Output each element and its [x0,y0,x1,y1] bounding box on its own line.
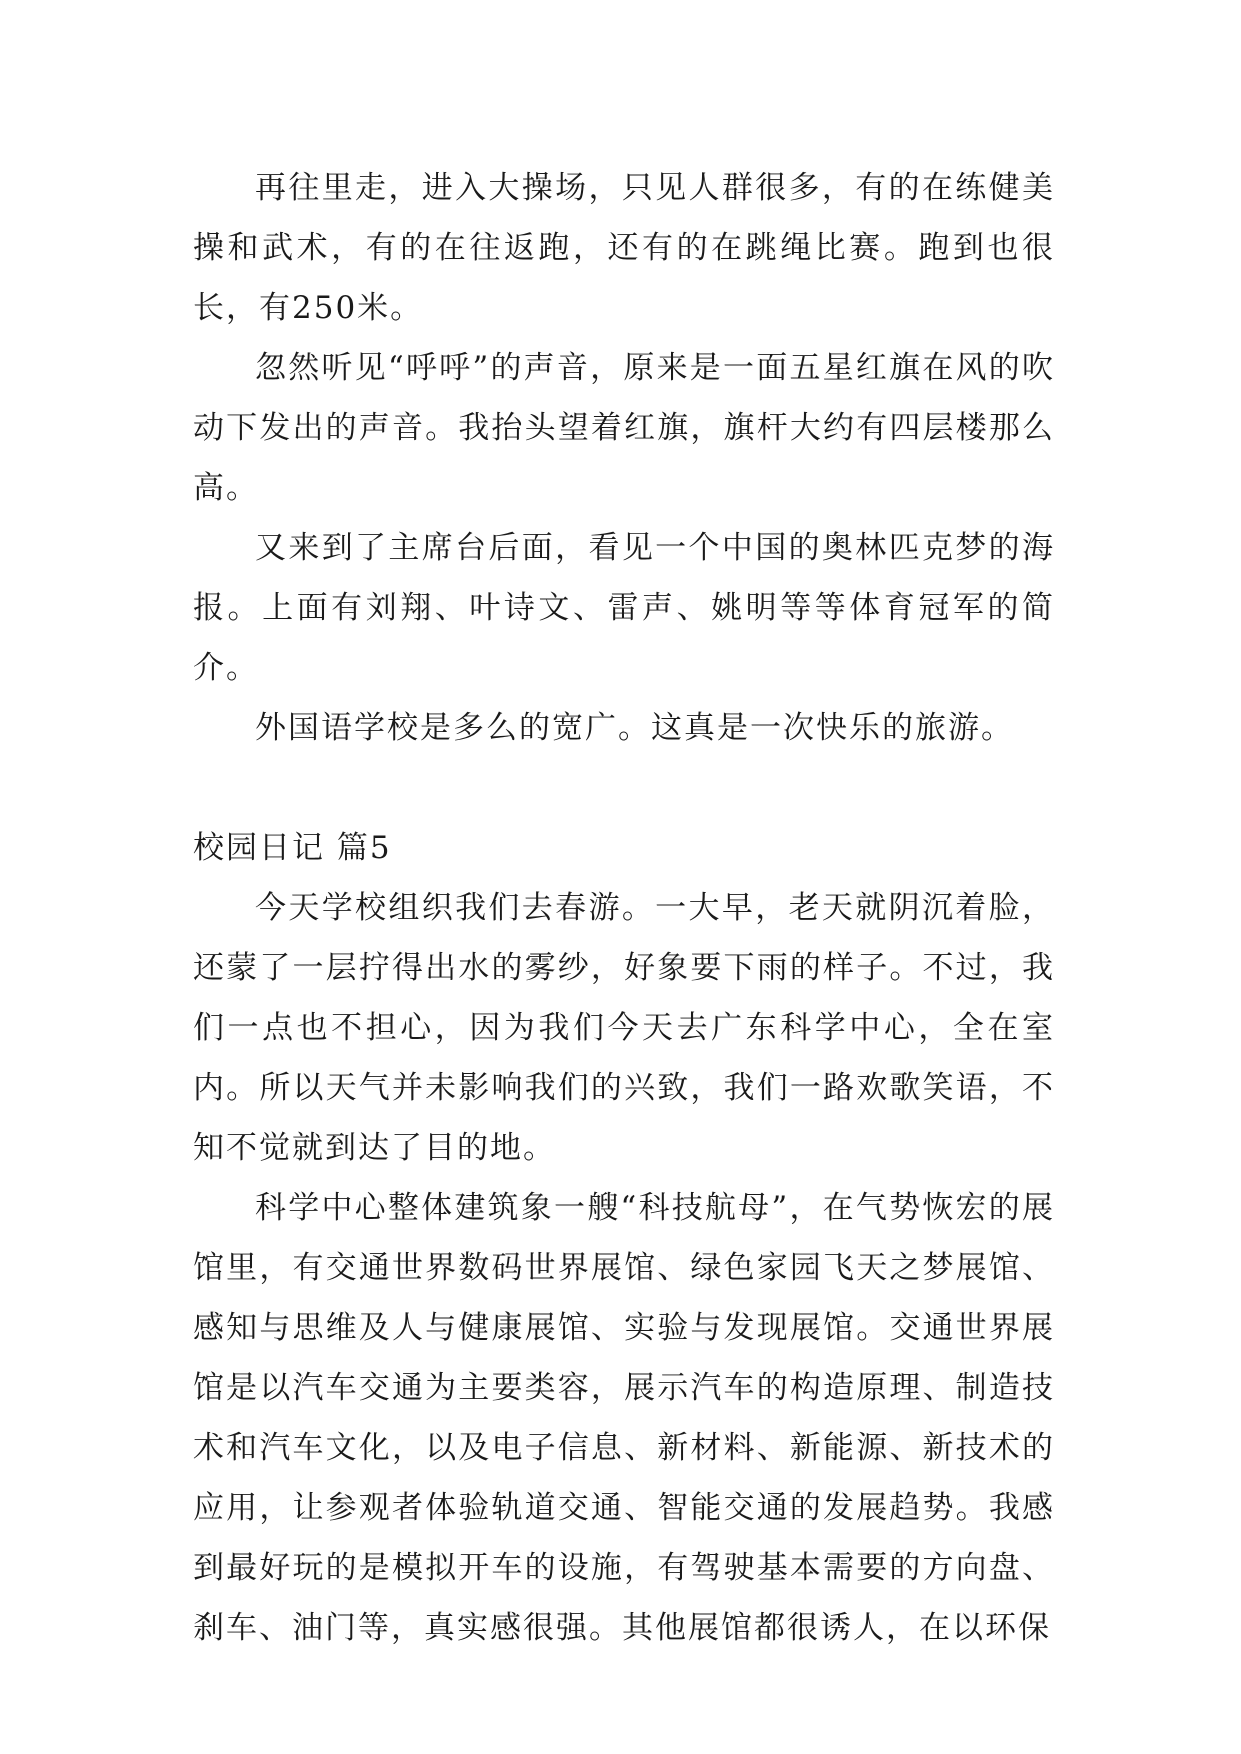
paragraph: 又来到了主席台后面，看见一个中国的奥林匹克梦的海报。上面有刘翔、叶诗文、雷声、姚明等等体育冠军的简介。 [193,530,1055,686]
section-heading: 校园日记 篇5 [193,830,392,866]
paragraph: 忽然听见“呼呼”的声音，原来是一面五星红旗在风的吹动下发出的声音。我抬头望着红旗，旗杆大约有四层楼那么高。 [193,350,1055,506]
paragraph: 科学中心整体建筑象一艘“科技航母”，在气势恢宏的展馆里，有交通世界数码世界展馆、绿色家园飞天之梦展馆、感知与思维及人与健康展馆、实验与发现展馆。交通世界展馆是以汽车交通为主要类容，展示汽车的构造原理、制造技术和汽车文化，以及电子信息、新材料、新能源、新技术的应用，让参观者体验轨道交通、智能交通的发展趋势。我感到最好玩的是模拟开车的设施，有驾驶基本需要的方向盘、刹车、油门等，真实感很强。其他展馆都很诱人，在以环保 [193,1190,1055,1646]
paragraph: 再往里走，进入大操场，只见人群很多，有的在练健美操和武术，有的在往返跑，还有的在跳绳比赛。跑到也很长，有250米。 [193,170,1055,326]
paragraph: 外国语学校是多么的宽广。这真是一次快乐的旅游。 [255,710,1014,746]
paragraph: 今天学校组织我们去春游。一大早，老天就阴沉着脸，还蒙了一层拧得出水的雾纱，好象要下雨的样子。不过，我们一点也不担心，因为我们今天去广东科学中心，全在室内。所以天气并未影响我们的兴致，我们一路欢歌笑语，不知不觉就到达了目的地。 [193,890,1055,1166]
document-body [193,158,1055,1658]
